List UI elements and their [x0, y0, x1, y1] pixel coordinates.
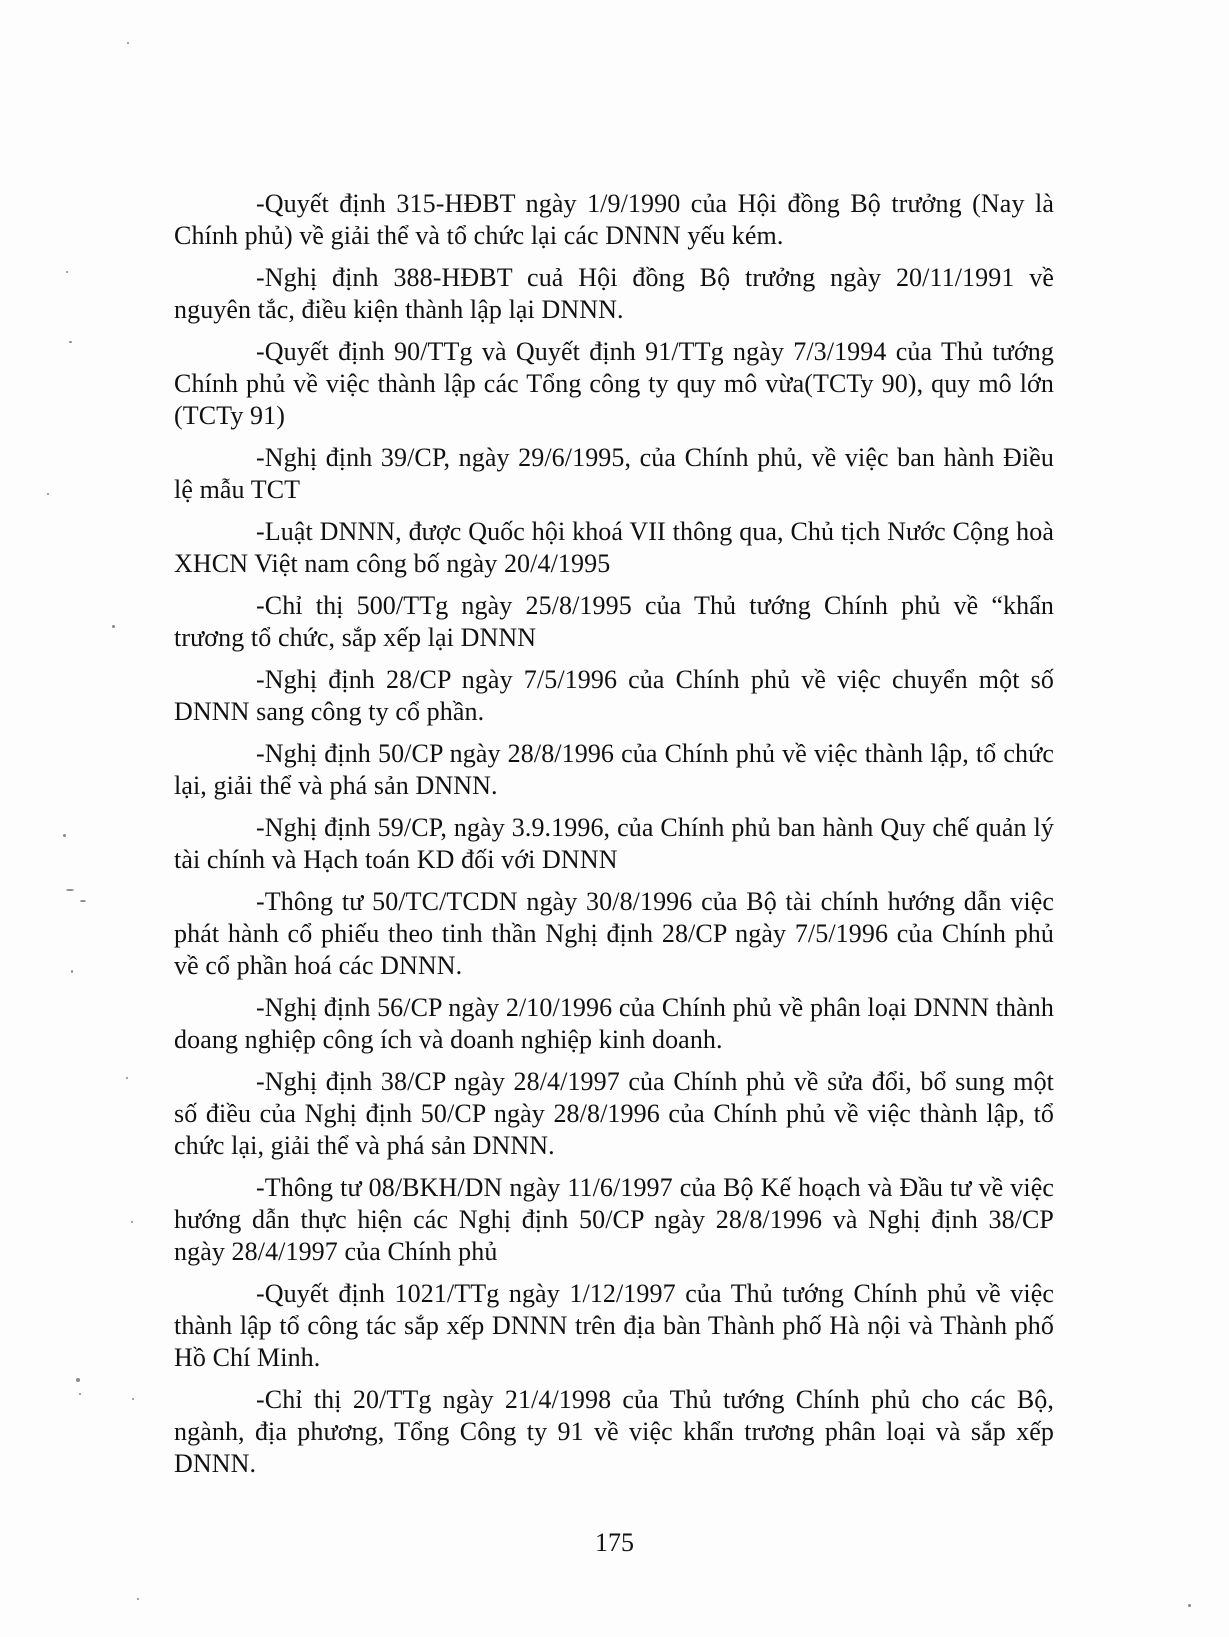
scan-speck: [132, 1398, 134, 1400]
scan-speck: [131, 1221, 133, 1223]
scan-speck: [127, 42, 129, 44]
scan-speck: [69, 341, 72, 343]
scan-speck: [66, 271, 68, 273]
paragraph-1: -Quyết định 315-HĐBT ngày 1/9/1990 của Hội đồng Bộ trưởng (Nay là Chính phủ) về giải thể và tổ chức lại các DNNN yếu kém.: [174, 189, 1054, 250]
scan-speck: [137, 1598, 139, 1600]
scan-speck: [79, 1393, 81, 1395]
scan-speck: [1188, 1604, 1191, 1607]
paragraph-7: -Nghị định 28/CP ngày 7/5/1996 của Chính phủ về việc chuyển một số DNNN sang công ty cổ phần.: [174, 665, 1054, 726]
scan-speck: [66, 889, 74, 891]
paragraph-15: -Chỉ thị 20/TTg ngày 21/4/1998 của Thủ tướng Chính phủ cho các Bộ, ngành, địa phương, Tổng Công ty 91 về việc khẩn trương phân loại và sắp xếp DNNN.: [174, 1385, 1054, 1478]
scan-speck: [76, 1378, 80, 1382]
paragraph-9: -Nghị định 59/CP, ngày 3.9.1996, của Chính phủ ban hành Quy chế quản lý tài chính và Hạch toán KD đối với DNNN: [174, 813, 1054, 874]
paragraph-2: -Nghị định 388-HĐBT cuả Hội đồng Bộ trưởng ngày 20/11/1991 về nguyên tắc, điều kiện thành lập lại DNNN.: [174, 263, 1054, 324]
scan-speck: [63, 834, 66, 837]
scan-speck: [47, 493, 49, 495]
scan-speck: [126, 1077, 128, 1079]
scan-speck: [80, 900, 86, 902]
paragraph-6: -Chỉ thị 500/TTg ngày 25/8/1995 của Thủ tướng Chính phủ về “khẩn trương tổ chức, sắp xếp lại DNNN: [174, 591, 1054, 652]
paragraph-14: -Quyết định 1021/TTg ngày 1/12/1997 của Thủ tướng Chính phủ về việc thành lập tổ công tác sắp xếp DNNN trên địa bàn Thành phố Hà nội và Thành phố Hồ Chí Minh.: [174, 1279, 1054, 1372]
paragraph-11: -Nghị định 56/CP ngày 2/10/1996 của Chính phủ về phân loại DNNN thành doang nghiệp công ích và doanh nghiệp kinh doanh.: [174, 993, 1054, 1054]
paragraph-4: -Nghị định 39/CP, ngày 29/6/1995, của Chính phủ, về việc ban hành Điều lệ mẫu TCT: [174, 443, 1054, 504]
paragraph-3: -Quyết định 90/TTg và Quyết định 91/TTg ngày 7/3/1994 của Thủ tướng Chính phủ về việc thành lập các Tổng công ty quy mô vừa(TCTy 90), quy mô lớn (TCTy 91): [174, 337, 1054, 430]
paragraph-10: -Thông tư 50/TC/TCDN ngày 30/8/1996 của Bộ tài chính hướng dẫn việc phát hành cổ phiếu theo tinh thần Nghị định 28/CP ngày 7/5/1996 của Chính phủ về cổ phần hoá các DNNN.: [174, 887, 1054, 980]
page-number: 175: [595, 1528, 634, 1557]
scan-speck: [112, 625, 115, 628]
scan-speck: [71, 970, 73, 973]
paragraph-12: -Nghị định 38/CP ngày 28/4/1997 của Chính phủ về sửa đổi, bổ sung một số điều của Nghị định 50/CP ngày 28/8/1996 của Chính phủ về việc thành lập, tổ chức lại, giải thể và phá sản DNNN.: [174, 1067, 1054, 1160]
document-body: [174, 188, 1054, 1490]
paragraph-13: -Thông tư 08/BKH/DN ngày 11/6/1997 của Bộ Kế hoạch và Đầu tư về việc hướng dẫn thực hiện các Nghị định 50/CP ngày 28/8/1996 và Nghị định 38/CP ngày 28/4/1997 của Chính phủ: [174, 1173, 1054, 1266]
paragraph-8: -Nghị định 50/CP ngày 28/8/1996 của Chính phủ về việc thành lập, tổ chức lại, giải thể và phá sản DNNN.: [174, 739, 1054, 800]
paragraph-5: -Luật DNNN, được Quốc hội khoá VII thông qua, Chủ tịch Nước Cộng hoà XHCN Việt nam công bố ngày 20/4/1995: [174, 517, 1054, 578]
